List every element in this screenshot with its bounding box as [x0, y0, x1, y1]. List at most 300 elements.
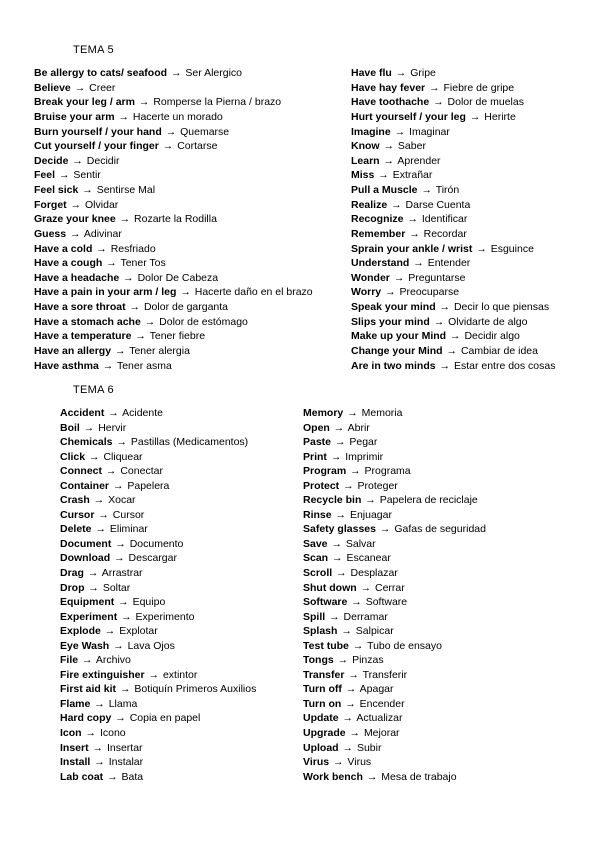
vocab-entry [351, 285, 556, 300]
english-term: Change your Mind [351, 344, 443, 357]
arrow-icon: → [349, 727, 361, 740]
vocab-entry [34, 271, 313, 286]
spanish-translation: Hervir [98, 421, 127, 434]
arrow-icon: → [87, 567, 99, 580]
arrow-icon: → [348, 668, 359, 681]
vocab-entry [351, 110, 556, 125]
vocab-entry [60, 711, 256, 726]
arrow-icon: → [394, 125, 406, 138]
vocab-entry [351, 125, 556, 140]
english-term: Download [60, 552, 111, 565]
arrow-icon: → [170, 67, 182, 79]
vocab-entry [351, 198, 556, 213]
spanish-translation: Copia en papel [129, 712, 201, 725]
vocab-entry [60, 537, 256, 552]
vocab-entry [303, 653, 486, 668]
vocab-entry [60, 508, 256, 523]
english-term: Work bench [303, 770, 363, 783]
vocab-entry [34, 227, 313, 242]
vocab-entry [60, 522, 256, 537]
spanish-translation: Escanear [346, 552, 391, 565]
vocab-entry [34, 300, 313, 315]
english-term: Forget [34, 198, 67, 211]
vocab-entry [34, 256, 313, 271]
english-term: Have a sore throat [34, 301, 126, 313]
spanish-translation: Hacerte un morado [132, 110, 223, 123]
arrow-icon: → [383, 154, 395, 167]
vocab-entry [351, 168, 556, 183]
english-term: Miss [351, 169, 375, 182]
spanish-translation: Extrañar [392, 169, 433, 182]
arrow-icon: → [347, 407, 358, 419]
english-term: Transfer [303, 668, 345, 681]
arrow-icon: → [330, 450, 342, 463]
english-term: Speak your mind [351, 301, 436, 313]
vocab-entry [303, 551, 486, 566]
spanish-translation: Encender [359, 697, 405, 710]
arrow-icon: → [72, 154, 83, 167]
arrow-icon: → [331, 537, 342, 550]
english-term: Turn off [303, 683, 342, 696]
arrow-icon: → [476, 242, 487, 255]
tema5-left-column [34, 66, 313, 373]
english-term: Spill [303, 610, 326, 623]
vocab-entry [60, 450, 256, 465]
spanish-translation: Gafas de seguridad [394, 523, 486, 536]
english-term: Have a pain in your arm / leg [34, 286, 177, 299]
english-term: Have a stomach ache [34, 315, 141, 328]
vocab-entry [60, 682, 256, 697]
arrow-icon: → [342, 741, 354, 754]
vocab-entry [34, 125, 313, 140]
arrow-icon: → [112, 479, 124, 492]
arrow-icon: → [82, 184, 93, 196]
arrow-icon: → [93, 494, 105, 507]
vocab-entry [60, 493, 256, 508]
vocab-entry [351, 300, 556, 315]
vocab-entry [34, 285, 313, 300]
arrow-icon: → [138, 96, 150, 109]
english-term: Wonder [351, 271, 390, 284]
spanish-translation: Apagar [359, 683, 394, 696]
vocab-entry [303, 522, 486, 537]
spanish-translation: Mejorar [363, 727, 400, 740]
arrow-icon: → [391, 198, 402, 211]
english-term: Virus [303, 756, 330, 769]
arrow-icon: → [433, 315, 445, 328]
arrow-icon: → [342, 712, 354, 725]
arrow-icon: → [119, 683, 131, 696]
vocab-entry [60, 551, 256, 566]
english-term: Hard copy [60, 712, 112, 725]
arrow-icon: → [98, 508, 109, 521]
arrow-icon: → [352, 639, 364, 652]
arrow-icon: → [115, 537, 126, 550]
vocab-entry [351, 256, 556, 271]
vocab-entry [60, 653, 256, 668]
english-term: Know [351, 140, 380, 153]
arrow-icon: → [148, 668, 160, 681]
spanish-translation: Pinzas [352, 654, 384, 667]
spanish-translation: Cliquear [103, 450, 143, 463]
english-term: Be allergy to cats/ seafood [34, 67, 168, 79]
english-term: Realize [351, 198, 388, 211]
vocab-entry [34, 242, 313, 257]
arrow-icon: → [409, 227, 420, 240]
vocab-entry [303, 406, 486, 421]
vocab-entry [303, 421, 486, 436]
english-term: Container [60, 479, 110, 492]
vocab-entry [34, 154, 313, 169]
english-term: Shut down [303, 581, 357, 594]
arrow-icon: → [118, 110, 129, 123]
vocab-entry [303, 595, 486, 610]
english-term: Slips your mind [351, 315, 430, 328]
vocab-entry [351, 359, 556, 374]
english-term: Accident [60, 407, 105, 419]
arrow-icon: → [119, 213, 131, 226]
arrow-icon: → [114, 552, 125, 565]
vocab-entry [34, 110, 313, 125]
english-term: Remember [351, 227, 406, 240]
english-term: Paste [303, 436, 332, 449]
spanish-translation: Cortarse [177, 140, 218, 153]
spanish-translation: Descargar [128, 552, 177, 565]
spanish-translation: Tubo de ensayo [367, 639, 442, 652]
arrow-icon: → [365, 494, 376, 507]
spanish-translation: Enjuagar [349, 508, 392, 521]
english-term: Have asthma [34, 359, 99, 372]
spanish-translation: Pastillas (Medicamentos) [130, 436, 249, 449]
english-term: Burn yourself / your hand [34, 125, 162, 138]
english-term: Have a cough [34, 257, 103, 270]
spanish-translation: Desplazar [350, 567, 398, 580]
spanish-translation: Cambiar de idea [460, 344, 538, 357]
spanish-translation: Eliminar [109, 523, 148, 536]
vocab-entry [34, 66, 313, 81]
vocab-entry [303, 479, 486, 494]
arrow-icon: → [58, 169, 70, 182]
english-term: Scan [303, 552, 329, 565]
vocab-entry [303, 493, 486, 508]
arrow-icon: → [116, 436, 127, 449]
vocab-entry [303, 697, 486, 712]
spanish-translation: Arrastrar [101, 567, 143, 580]
vocab-entry [34, 344, 313, 359]
vocab-entry [303, 639, 486, 654]
arrow-icon: → [351, 596, 362, 609]
arrow-icon: → [88, 581, 99, 594]
english-term: Pull a Muscle [351, 184, 418, 196]
vocab-entry [303, 726, 486, 741]
arrow-icon: → [94, 697, 105, 710]
arrow-icon: → [345, 697, 356, 710]
spanish-translation: Romperse la Pierna / brazo [153, 96, 282, 109]
english-term: Equipment [60, 596, 115, 609]
english-term: Recycle bin [303, 494, 362, 507]
english-term: Chemicals [60, 436, 113, 449]
vocab-entry [351, 154, 556, 169]
english-term: Program [303, 465, 347, 478]
vocab-entry [60, 639, 256, 654]
spanish-translation: Fiebre de gripe [443, 81, 515, 94]
arrow-icon: → [333, 756, 344, 769]
vocab-entry [60, 726, 256, 741]
english-term: Feel [34, 169, 56, 182]
arrow-icon: → [395, 67, 407, 79]
spanish-translation: Estar entre dos cosas [453, 359, 556, 372]
english-term: Feel sick [34, 184, 79, 196]
vocab-entry [34, 329, 313, 344]
arrow-icon: → [106, 257, 117, 270]
spanish-translation: Creer [89, 81, 116, 94]
arrow-icon: → [180, 286, 191, 299]
english-term: Open [303, 421, 330, 434]
english-term: Splash [303, 625, 338, 638]
english-term: Decide [34, 154, 69, 167]
arrow-icon: → [469, 110, 481, 123]
spanish-translation: Programa [364, 465, 411, 478]
english-term: Fire extinguisher [60, 668, 145, 681]
english-term: Hurt yourself / your leg [351, 110, 466, 123]
spanish-translation: Identificar [421, 213, 468, 226]
english-term: Learn [351, 154, 380, 167]
arrow-icon: → [336, 567, 347, 580]
spanish-translation: Entender [427, 257, 471, 270]
vocab-entry [303, 682, 486, 697]
vocab-entry [303, 755, 486, 770]
vocab-entry [303, 770, 486, 785]
english-term: Connect [60, 465, 102, 478]
spanish-translation: Hacerte daño en el brazo [194, 286, 313, 299]
arrow-icon: → [74, 81, 86, 94]
english-term: Have an allergy [34, 344, 112, 357]
vocab-entry [34, 81, 313, 96]
vocab-entry [303, 464, 486, 479]
english-term: Lab coat [60, 770, 104, 783]
spanish-translation: Instalar [108, 756, 144, 769]
arrow-icon: → [70, 198, 82, 211]
vocab-entry [34, 359, 313, 374]
spanish-translation: Imaginar [409, 125, 450, 138]
spanish-translation: Resfriado [110, 242, 156, 255]
vocab-entry [60, 479, 256, 494]
english-term: Break your leg / arm [34, 96, 135, 109]
spanish-translation: Dolor De Cabeza [137, 271, 219, 284]
english-term: Drop [60, 581, 85, 594]
spanish-translation: Tener asma [116, 359, 172, 372]
english-term: Print [303, 450, 327, 463]
english-term: Scroll [303, 567, 333, 580]
arrow-icon: → [393, 271, 405, 284]
tema6-heading: TEMA 6 [73, 384, 114, 396]
english-term: Graze your knee [34, 213, 116, 226]
spanish-translation: Tener Tos [120, 257, 166, 270]
english-term: Click [60, 450, 86, 463]
spanish-translation: Insertar [106, 741, 143, 754]
english-term: Drag [60, 567, 84, 580]
arrow-icon: → [102, 359, 114, 372]
spanish-translation: Saber [397, 140, 426, 153]
spanish-translation: Decidir algo [464, 330, 520, 343]
arrow-icon: → [439, 359, 451, 372]
spanish-translation: Ser Alergico [185, 67, 243, 79]
spanish-translation: Derramar [343, 610, 388, 623]
english-term: Flame [60, 697, 91, 710]
english-term: Upgrade [303, 727, 346, 740]
spanish-translation: Llama [108, 697, 138, 710]
spanish-translation: Memoria [361, 407, 403, 419]
arrow-icon: → [82, 654, 93, 667]
spanish-translation: Olvidar [85, 198, 119, 211]
vocab-entry [303, 508, 486, 523]
english-term: Save [303, 537, 328, 550]
english-term: Tongs [303, 654, 334, 667]
spanish-translation: Experimento [135, 610, 195, 623]
arrow-icon: → [70, 227, 81, 240]
vocab-entry [351, 315, 556, 330]
english-term: Have a cold [34, 242, 93, 255]
vocab-entry [34, 183, 313, 198]
english-term: Are in two minds [351, 359, 436, 372]
arrow-icon: → [379, 523, 391, 536]
english-term: Memory [303, 407, 344, 419]
vocab-entry [351, 81, 556, 96]
arrow-icon: → [360, 581, 372, 594]
spanish-translation: Dolor de estómago [159, 315, 248, 328]
vocab-entry [34, 139, 313, 154]
spanish-translation: Equipo [132, 596, 166, 609]
spanish-translation: Imprimir [345, 450, 384, 463]
arrow-icon: → [114, 344, 126, 357]
spanish-translation: Transferir [362, 668, 408, 681]
vocab-entry [351, 329, 556, 344]
spanish-translation: Tener fiebre [149, 330, 206, 343]
spanish-translation: Darse Cuenta [405, 198, 471, 211]
english-term: Software [303, 596, 348, 609]
vocab-entry [60, 610, 256, 625]
arrow-icon: → [121, 610, 132, 623]
arrow-icon: → [345, 683, 357, 696]
english-term: Sprain your ankle / wrist [351, 242, 473, 255]
english-term: First aid kit [60, 683, 117, 696]
tema5-heading: TEMA 5 [73, 44, 114, 56]
english-term: Have flu [351, 67, 392, 79]
spanish-translation: Xocar [108, 494, 136, 507]
english-term: Icon [60, 727, 82, 740]
english-term: Have toothache [351, 96, 430, 109]
english-term: Protect [303, 479, 340, 492]
arrow-icon: → [162, 140, 174, 153]
spanish-translation: Cursor [112, 508, 145, 521]
spanish-translation: Cerrar [375, 581, 405, 594]
spanish-translation: Recordar [423, 227, 467, 240]
arrow-icon: → [407, 213, 418, 226]
vocab-entry [351, 139, 556, 154]
vocab-entry [34, 198, 313, 213]
arrow-icon: → [95, 523, 106, 536]
english-term: Worry [351, 286, 382, 299]
spanish-translation: Proteger [357, 479, 398, 492]
spanish-translation: Soltar [102, 581, 131, 594]
spanish-translation: Papelera [127, 479, 170, 492]
english-term: Explode [60, 625, 101, 638]
english-term: Have a temperature [34, 330, 132, 343]
spanish-translation: Acidente [122, 407, 163, 419]
arrow-icon: → [366, 770, 378, 783]
spanish-translation: Rozarte la Rodilla [134, 213, 217, 226]
english-term: Insert [60, 741, 89, 754]
english-term: Cut yourself / your finger [34, 140, 159, 153]
arrow-icon: → [329, 610, 340, 623]
arrow-icon: → [129, 301, 141, 313]
spanish-translation: Archivo [95, 654, 131, 667]
english-term: Document [60, 537, 112, 550]
spanish-translation: Quemarse [180, 125, 230, 138]
english-term: Delete [60, 523, 92, 536]
vocab-entry [303, 581, 486, 596]
vocab-entry [60, 668, 256, 683]
spanish-translation: Actualizar [356, 712, 403, 725]
arrow-icon: → [439, 301, 451, 313]
arrow-icon: → [350, 465, 361, 478]
vocab-entry [303, 610, 486, 625]
spanish-translation: Preocuparse [399, 286, 460, 299]
arrow-icon: → [332, 552, 343, 565]
arrow-icon: → [92, 741, 104, 754]
spanish-translation: Tirón [435, 184, 460, 196]
english-term: Rinse [303, 508, 332, 521]
vocab-entry [60, 581, 256, 596]
spanish-translation: Documento [129, 537, 184, 550]
arrow-icon: → [421, 184, 432, 196]
spanish-translation: Dolor de garganta [143, 301, 229, 313]
vocab-entry [60, 566, 256, 581]
vocab-entry [34, 212, 313, 227]
spanish-translation: Virus [347, 756, 372, 769]
spanish-translation: Decir lo que piensas [453, 301, 550, 313]
vocab-entry [303, 435, 486, 450]
spanish-translation: Bata [121, 770, 144, 783]
arrow-icon: → [113, 639, 124, 652]
arrow-icon: → [385, 286, 396, 299]
spanish-translation: Botiquín Primeros Auxilios [134, 683, 257, 696]
english-term: Test tube [303, 639, 349, 652]
arrow-icon: → [144, 315, 156, 328]
spanish-translation: Dolor de muelas [447, 96, 524, 109]
arrow-icon: → [105, 465, 117, 478]
vocab-entry [60, 464, 256, 479]
spanish-translation: Papelera de reciclaje [379, 494, 478, 507]
english-term: Have hay fever [351, 81, 426, 94]
spanish-translation: Herirte [484, 110, 516, 123]
vocab-entry [303, 450, 486, 465]
spanish-translation: Software [365, 596, 408, 609]
arrow-icon: → [83, 421, 95, 434]
english-term: Guess [34, 227, 67, 240]
spanish-translation: Preguntarse [408, 271, 466, 284]
arrow-icon: → [446, 344, 458, 357]
english-term: Crash [60, 494, 90, 507]
english-term: Update [303, 712, 339, 725]
spanish-translation: Gripe [410, 67, 436, 79]
spanish-translation: Salvar [345, 537, 376, 550]
english-term: Safety glasses [303, 523, 376, 536]
vocab-entry [60, 770, 256, 785]
tema6-left-column [60, 406, 256, 784]
arrow-icon: → [413, 257, 424, 270]
spanish-translation: Lava Ojos [127, 639, 175, 652]
